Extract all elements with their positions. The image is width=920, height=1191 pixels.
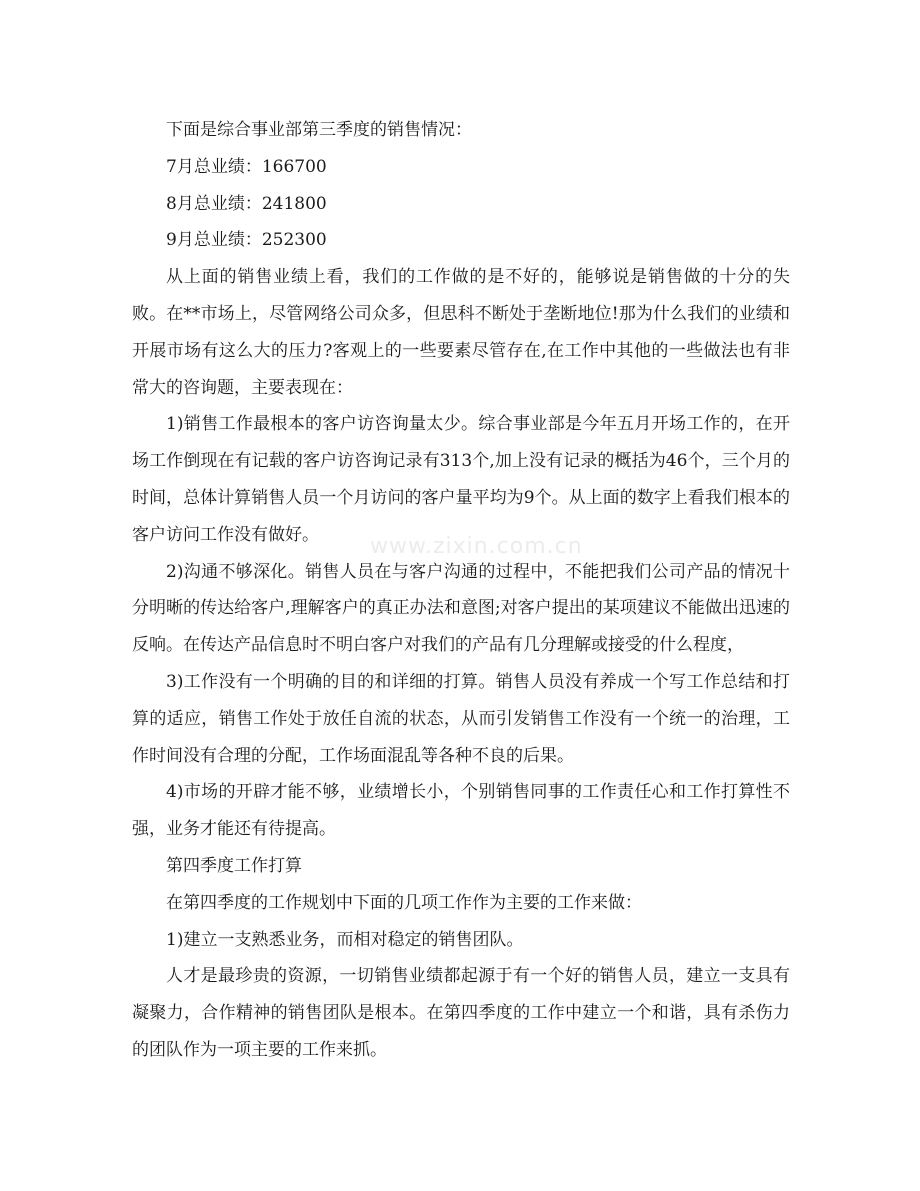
plan-item-1: 1)建立一支熟悉业务，而相对稳定的销售团队。 <box>166 929 524 950</box>
team-paragraph: 人才是最珍贵的资源，一切销售业绩都起源于有一个好的销售人员，建立一支具有凝聚力，合作精神的销售团队是根本。在第四季度的工作中建立一个和谐，具有杀伤力的团队作为一项主要的工作来抓。 <box>132 966 790 1060</box>
intro-paragraph: 下面是综合事业部第三季度的销售情况： <box>166 120 472 140</box>
issue-1-paragraph: 1)销售工作最根本的客户访咨询量太少。综合事业部是今年五月开场工作的，在开场工作倒现在有记载的客户访咨询记录有313个,加上没有记录的概括为46个，三个月的时间，总体计算销售人员一个月访问的客户量平均为9个。从上面的数字上看我们根本的客户访问工作没有做好。 <box>132 414 790 545</box>
q4-plan-intro: 在第四季度的工作规划中下面的几项工作作为主要的工作来做： <box>166 892 642 913</box>
issue-2-paragraph: 2)沟通不够深化。销售人员在与客户沟通的过程中，不能把我们公司产品的情况十分明晰的传达给客户,理解客户的真正办法和意图;对客户提出的某项建议不能做出迅速的反响。在传达产品信息时不明白客户对我们的产品有几分理解或接受的什么程度， <box>132 561 790 656</box>
july-total: 7月总业绩：166700 <box>166 156 327 177</box>
section-heading-q4-plan: 第四季度工作打算 <box>166 855 302 876</box>
issue-4-paragraph: 4)市场的开辟才能不够，业绩增长小，个别销售同事的工作责任心和工作打算性不强，业务才能还有待提高。 <box>132 782 790 840</box>
issue-3-paragraph: 3)工作没有一个明确的目的和详细的打算。销售人员没有养成一个写工作总结和打算的适应，销售工作处于放任自流的状态，从而引发销售工作没有一个统一的治理，工作时间没有合理的分配，工作场面混乱等各种不良的后果。 <box>132 671 790 766</box>
september-total: 9月总业绩：252300 <box>166 230 327 251</box>
analysis-paragraph: 从上面的销售业绩上看，我们的工作做的是不好的，能够说是销售做的十分的失败。在**市场上，尽管网络公司众多，但思科不断处于垄断地位!那为什么我们的业绩和开展市场有这么大的压力?客观上的一些要素尽管存在,在工作中其他的一些做法也有非常大的咨询题，主要表现在： <box>132 267 790 398</box>
watermark: www.zixin.com.cn <box>370 534 583 559</box>
document-body <box>132 112 790 1069</box>
august-total: 8月总业绩：241800 <box>166 193 327 214</box>
